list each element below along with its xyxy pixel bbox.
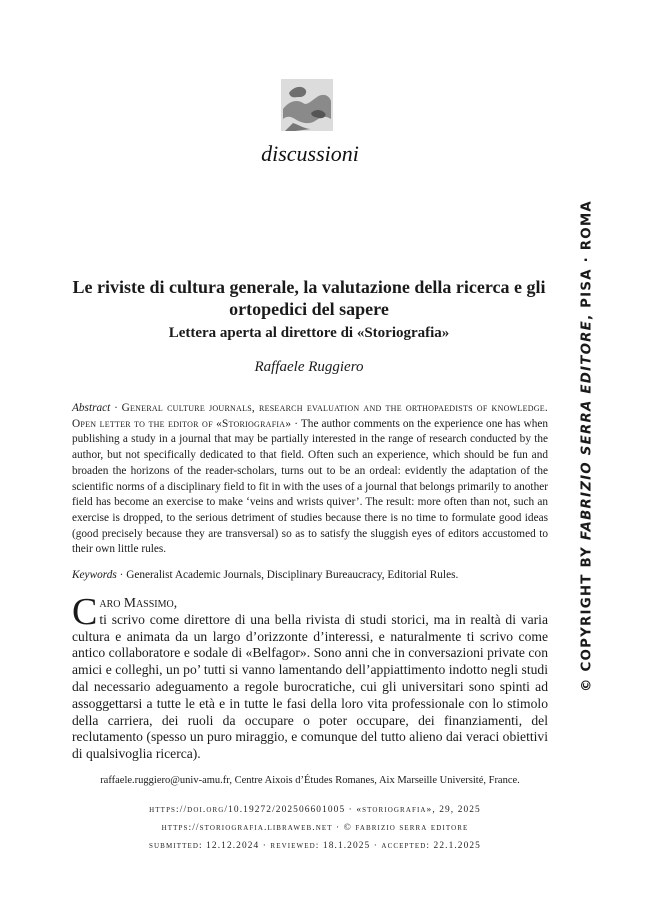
- keywords-label: Keywords: [72, 569, 117, 581]
- drop-cap: C: [72, 591, 98, 633]
- keywords-paragraph: [72, 568, 548, 584]
- copyright-prefix: © COPYRIGHT BY: [579, 540, 595, 692]
- article-title: Le riviste di cultura generale, la valutazione della ricerca e gli ortopedici del sapere: [72, 277, 546, 319]
- abstract-heading: General culture journals, research evaluation and the orthopaedists of knowledge. Open letter to the editor of «Storiografia»: [72, 402, 548, 430]
- keywords-separator: ·: [116, 569, 127, 581]
- abstract-paragraph: [72, 401, 548, 558]
- section-emblem-image: [281, 79, 333, 131]
- doi-line: https://doi.org/10.19272/202506601005 · «storiografia», 29, 2025: [149, 805, 481, 815]
- article-author: Raffaele Ruggiero: [254, 359, 364, 375]
- article-subtitle: Lettera aperta al direttore di «Storiografia»: [168, 325, 450, 341]
- keywords-text: Generalist Academic Journals, Disciplinary Bureaucracy, Editorial Rules.: [126, 569, 459, 581]
- copyright-publisher: FABRIZIO SERRA EDITORE: [579, 319, 595, 541]
- submission-dates-line: submitted: 12.12.2024 · reviewed: 18.1.2025 · accepted: 22.1.2025: [149, 841, 481, 851]
- section-title: discussioni: [261, 141, 359, 166]
- author-affiliation-footnote: raffaele.ruggiero@univ-amu.fr, Centre Aixois d’Études Romanes, Aix Marseille Université, France.: [100, 775, 520, 786]
- copyright-suffix: , PISA · ROMA: [579, 200, 595, 320]
- abstract-separator: ·: [110, 402, 122, 414]
- letter-body: [72, 591, 548, 763]
- letter-salutation: aro Massimo,: [99, 595, 178, 610]
- abstract-text: · The author comments on the experience one has when publishing a study in a journal that may be partially interested in the range of research conducted by the author, but not specifically dedicated to that field. Often such an experience, which should be fun and broaden the horizons of the reader-scholars, turns out to be an ordeal: evidently the adaptation of the scientific norms of a disciplinary field to fit in with the uses of a journal that belongs primarily to another field has become an exercise to make ‘veins and wrists quiver’. The result: more often than not, such an exercise is dropped, to the serious detriment of studies because there is no time to formulate good ideas (good precisely because they are transversal) so as to satisfy the sluggish eyes of editors accustomed to their own little rules.: [72, 417, 549, 556]
- copyright-vertical-notice: [566, 200, 608, 692]
- journal-website-line: https://storiografia.libraweb.net · © fabrizio serra editore: [161, 823, 469, 833]
- abstract-label: Abstract: [72, 402, 111, 414]
- letter-text: ti scrivo come direttore di una bella rivista di studi storici, ma in realtà di varia cultura e animata da un largo d’orizzonte d’interessi, e naturalmente ti scrivo come antico collaboratore e sodale di «Belfagor». Sono anni che in conversazioni private con amici e colleghi, un po’ tutti si vanno lamentando dell’appiattimento indotto negli studi dal necessario adeguamento a regole burocratiche, cui gli universitari sono spinti ad assoggettarsi a tutte le età e in tutte le fasi della loro vita professionale con lo stimolo della carriera, dei ruoli da occupare o poter occupare, dei finanziamenti, del reclutamento (spesso un puro miraggio, e comunque del tutto alieno dai veraci obiettivi di qualsivoglia ricerca).: [72, 611, 548, 762]
